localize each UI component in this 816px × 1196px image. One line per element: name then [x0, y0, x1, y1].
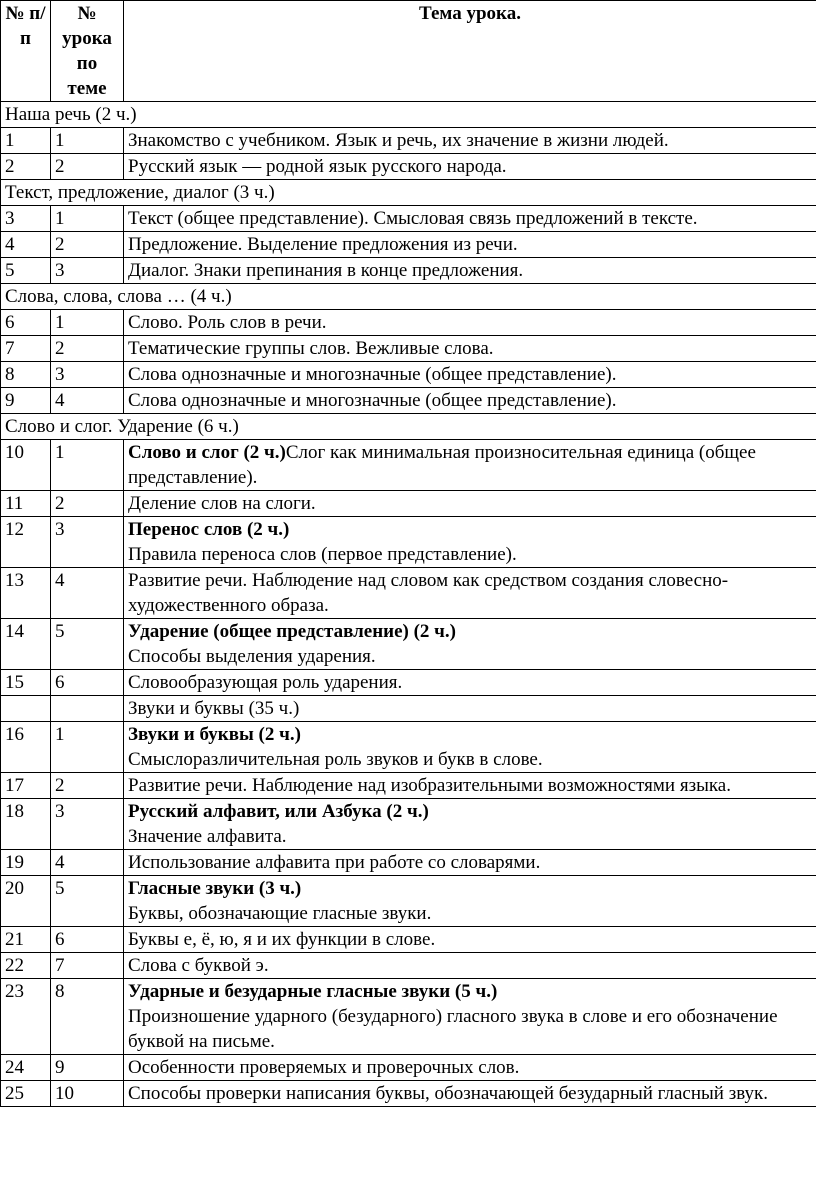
table-row: [1, 517, 816, 568]
table-row: [1, 206, 816, 232]
topic-heading: Гласные звуки (3 ч.): [128, 878, 302, 899]
lesson-topic: [124, 388, 816, 414]
lesson-topic: [124, 1081, 816, 1107]
lesson-topic: [124, 799, 816, 850]
table-row: [1, 927, 816, 953]
lesson-number: 6: [51, 927, 124, 953]
empty-cell: [1, 696, 51, 722]
lesson-topic: [124, 336, 816, 362]
lesson-number: 2: [51, 336, 124, 362]
lesson-number: 3: [51, 517, 124, 568]
lesson-number: 3: [51, 799, 124, 850]
lesson-topic: [124, 206, 816, 232]
section-title: Слова, слова, слова … (4 ч.): [1, 284, 816, 310]
lesson-number: 5: [51, 876, 124, 927]
row-number: 20: [1, 876, 51, 927]
section-title: Текст, предложение, диалог (3 ч.): [1, 180, 816, 206]
row-number: 2: [1, 154, 51, 180]
topic-text: Знакомство с учебником. Язык и речь, их значение в жизни людей.: [128, 130, 669, 151]
row-number: 24: [1, 1055, 51, 1081]
topic-heading: Слово и слог (2 ч.): [128, 442, 286, 463]
table-row: [1, 154, 816, 180]
topic-text: Правила переноса слов (первое представление).: [128, 544, 517, 565]
row-number: 11: [1, 491, 51, 517]
topic-text: Слова с буквой э.: [128, 955, 269, 976]
topic-heading: Перенос слов (2 ч.): [128, 519, 290, 540]
section-title: Слово и слог. Ударение (6 ч.): [1, 414, 816, 440]
topic-text: Слог как минимальная произносительная единица (общее представление).: [128, 442, 756, 488]
section-row: [1, 696, 816, 722]
table-row: [1, 491, 816, 517]
table-row: [1, 799, 816, 850]
lesson-number: 3: [51, 362, 124, 388]
topic-heading: Ударные и безударные гласные звуки (5 ч.): [128, 981, 498, 1002]
lesson-number: 6: [51, 670, 124, 696]
row-number: 19: [1, 850, 51, 876]
empty-cell: [51, 696, 124, 722]
lesson-number: 2: [51, 232, 124, 258]
lesson-number: 3: [51, 258, 124, 284]
table-row: [1, 310, 816, 336]
lesson-topic: [124, 517, 816, 568]
table-row: [1, 773, 816, 799]
row-number: 9: [1, 388, 51, 414]
lesson-topic: [124, 310, 816, 336]
table-row: [1, 258, 816, 284]
lesson-number: 7: [51, 953, 124, 979]
topic-text: Текст (общее представление). Смысловая связь предложений в тексте.: [128, 208, 698, 229]
lesson-topic: [124, 440, 816, 491]
topic-text: Предложение. Выделение предложения из речи.: [128, 234, 518, 255]
section-title: Звуки и буквы (35 ч.): [124, 696, 816, 722]
topic-text: Способы проверки написания буквы, обозначающей безударный гласный звук.: [128, 1083, 769, 1104]
lesson-topic: [124, 619, 816, 670]
row-number: 7: [1, 336, 51, 362]
lesson-topic: [124, 154, 816, 180]
topic-text: Слова однозначные и многозначные (общее представление).: [128, 364, 617, 385]
row-number: 1: [1, 128, 51, 154]
lesson-number: 4: [51, 388, 124, 414]
row-number: 5: [1, 258, 51, 284]
table-row: [1, 722, 816, 773]
header-lesson-number: № урока по теме: [51, 1, 124, 102]
topic-text: Буквы, обозначающие гласные звуки.: [128, 903, 432, 924]
lesson-number: 2: [51, 154, 124, 180]
lesson-topic: [124, 362, 816, 388]
header-row: [1, 1, 816, 102]
row-number: 6: [1, 310, 51, 336]
table-row: [1, 619, 816, 670]
lesson-topic: [124, 927, 816, 953]
lesson-number: 1: [51, 206, 124, 232]
row-number: 12: [1, 517, 51, 568]
lesson-number: 2: [51, 773, 124, 799]
section-row: [1, 414, 816, 440]
lesson-number: 4: [51, 568, 124, 619]
topic-text: Использование алфавита при работе со словарями.: [128, 852, 541, 873]
table-row: [1, 232, 816, 258]
table-row: [1, 336, 816, 362]
lesson-number: 10: [51, 1081, 124, 1107]
row-number: 21: [1, 927, 51, 953]
topic-heading: Русский алфавит, или Азбука (2 ч.): [128, 801, 429, 822]
lesson-number: 4: [51, 850, 124, 876]
lesson-topic: [124, 670, 816, 696]
lesson-topic: [124, 876, 816, 927]
lesson-topic: [124, 773, 816, 799]
table-row: [1, 568, 816, 619]
table-row: [1, 440, 816, 491]
row-number: 23: [1, 979, 51, 1055]
topic-text: Произношение ударного (безударного) гласного звука в слове и его обозначение буквой на письме.: [128, 1006, 778, 1052]
row-number: 3: [1, 206, 51, 232]
topic-text: Русский язык — родной язык русского народа.: [128, 156, 507, 177]
topic-text: Развитие речи. Наблюдение над словом как средством создания словесно-художественного образа.: [128, 570, 729, 616]
table-row: [1, 128, 816, 154]
lesson-number: 8: [51, 979, 124, 1055]
lesson-topic: [124, 953, 816, 979]
table-body: [1, 102, 816, 1107]
topic-text: Слово. Роль слов в речи.: [128, 312, 327, 333]
lesson-topic: [124, 722, 816, 773]
topic-text: Словообразующая роль ударения.: [128, 672, 403, 693]
topic-text: Деление слов на слоги.: [128, 493, 316, 514]
table-row: [1, 670, 816, 696]
lesson-topic: [124, 1055, 816, 1081]
table-row: [1, 876, 816, 927]
lesson-topic: [124, 491, 816, 517]
row-number: 15: [1, 670, 51, 696]
table-row: [1, 388, 816, 414]
lesson-topic: [124, 850, 816, 876]
table-row: [1, 1081, 816, 1107]
header-topic: Тема урока.: [124, 1, 816, 102]
lesson-topic: [124, 128, 816, 154]
topic-heading: Ударение (общее представление) (2 ч.): [128, 621, 456, 642]
section-row: [1, 180, 816, 206]
topic-text: Развитие речи. Наблюдение над изобразительными возможностями языка.: [128, 775, 731, 796]
lesson-number: 1: [51, 128, 124, 154]
section-row: [1, 102, 816, 128]
header-number: № п/п: [1, 1, 51, 102]
row-number: 8: [1, 362, 51, 388]
table-row: [1, 1055, 816, 1081]
table-row: [1, 850, 816, 876]
row-number: 10: [1, 440, 51, 491]
topic-text: Значение алфавита.: [128, 826, 287, 847]
row-number: 22: [1, 953, 51, 979]
row-number: 16: [1, 722, 51, 773]
section-row: [1, 284, 816, 310]
lesson-topic: [124, 258, 816, 284]
lesson-topic: [124, 568, 816, 619]
lesson-number: 1: [51, 310, 124, 336]
topic-text: Слова однозначные и многозначные (общее представление).: [128, 390, 617, 411]
table-row: [1, 362, 816, 388]
table-row: [1, 953, 816, 979]
row-number: 17: [1, 773, 51, 799]
lesson-number: 9: [51, 1055, 124, 1081]
lesson-number: 5: [51, 619, 124, 670]
row-number: 18: [1, 799, 51, 850]
lesson-number: 1: [51, 440, 124, 491]
topic-text: Буквы е, ё, ю, я и их функции в слове.: [128, 929, 436, 950]
row-number: 25: [1, 1081, 51, 1107]
topic-text: Тематические группы слов. Вежливые слова.: [128, 338, 494, 359]
lesson-topic: [124, 232, 816, 258]
topic-heading: Звуки и буквы (2 ч.): [128, 724, 301, 745]
topic-text: Смыслоразличительная роль звуков и букв в слове.: [128, 749, 543, 770]
topic-text: Особенности проверяемых и проверочных слов.: [128, 1057, 520, 1078]
section-title: Наша речь (2 ч.): [1, 102, 816, 128]
topic-text: Диалог. Знаки препинания в конце предложения.: [128, 260, 524, 281]
lesson-number: 1: [51, 722, 124, 773]
row-number: 14: [1, 619, 51, 670]
lesson-topic: [124, 979, 816, 1055]
lesson-number: 2: [51, 491, 124, 517]
topic-text: Способы выделения ударения.: [128, 646, 376, 667]
row-number: 13: [1, 568, 51, 619]
row-number: 4: [1, 232, 51, 258]
table-row: [1, 979, 816, 1055]
